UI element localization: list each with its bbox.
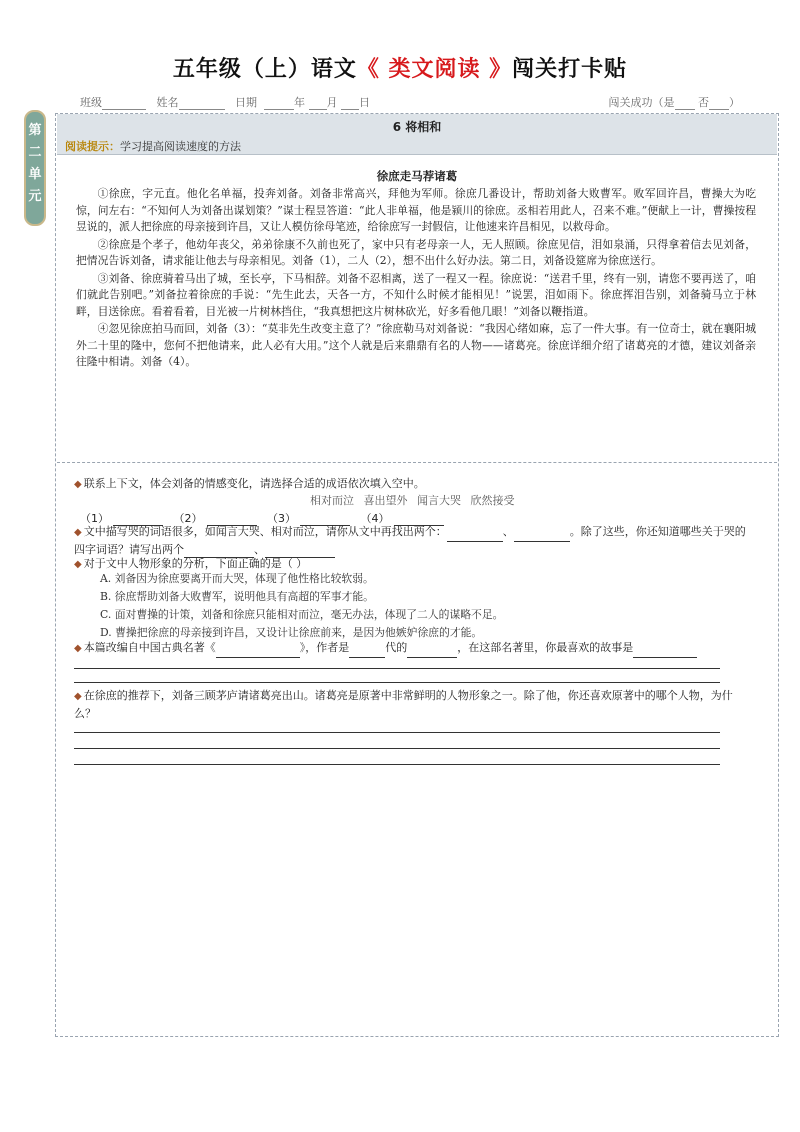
diamond-bullet-icon: ◆ bbox=[74, 643, 82, 654]
diamond-bullet-icon: ◆ bbox=[74, 527, 82, 538]
title-highlight: 《 类文阅读 》 bbox=[356, 57, 513, 82]
answer-line[interactable] bbox=[74, 732, 720, 733]
q5-text: 在徐庶的推荐下，刘备三顾茅庐请诸葛亮出山。诸葛亮是原著中非常鲜明的人物形象之一。除了他，你还喜欢原著中的哪个人物，为什么？ bbox=[74, 689, 733, 720]
q2-sep: 、 bbox=[502, 525, 514, 538]
option-d[interactable]: D. 曹操把徐庶的母亲接到许昌，又设计让徐庶前来，是因为他嫉妒徐庶的才能。 bbox=[100, 626, 483, 639]
no-field[interactable] bbox=[709, 97, 729, 110]
unit-badge: 第二单元 bbox=[24, 110, 46, 226]
q2-blank-2[interactable] bbox=[514, 529, 570, 542]
q4-b: 》，作者是 bbox=[299, 641, 350, 654]
q4-book-blank[interactable] bbox=[216, 645, 300, 658]
day-label: 日 bbox=[359, 96, 370, 109]
question-5 bbox=[74, 688, 754, 722]
q4-a: 本篇改编自中国古典名著《 bbox=[83, 641, 216, 654]
passage-paragraph: ④忽见徐庶拍马而回，刘备（3）：“莫非先生改变主意了？”徐庶勒马对刘备说：“我因心绪如麻，忘了一件大事。有一位奇士，就在襄阳城外二十里的隆中，您何不把他请来，此人必有大用。”这个人就是后来鼎鼎有名的人物——诸葛亮。徐庶详细介绍了诸葛亮的才德，建议刘备亲往隆中相请。刘备（4）。 bbox=[76, 322, 756, 368]
q4-c: 代的 bbox=[385, 641, 408, 654]
class-label: 班级 bbox=[80, 96, 102, 109]
passage-paragraph: ②徐庶是个孝子，他幼年丧父，弟弟徐康不久前也死了，家中只有老母亲一人，无人照顾。徐庶见信，泪如泉涌，只得拿着信去见刘备，把情况告诉刘备，请求能让他去与母亲相见。刘备（1），二人（2），想不出什么好办法。第二日，刘备设筵席为徐庶送行。 bbox=[76, 237, 756, 267]
tip-label: 阅读提示： bbox=[65, 140, 120, 153]
option-b[interactable]: B. 徐庶帮助刘备大败曹军，说明他具有高超的军事才能。 bbox=[100, 590, 374, 603]
class-field[interactable] bbox=[102, 97, 146, 110]
q4-d: ，在这部名著里，你最喜欢的故事是 bbox=[457, 641, 634, 654]
q4-story-blank[interactable] bbox=[633, 645, 697, 658]
answer-line[interactable] bbox=[74, 748, 720, 749]
name-label: 姓名 bbox=[156, 96, 179, 109]
no-label: 否 bbox=[698, 96, 709, 109]
q3-options bbox=[100, 570, 503, 642]
diamond-bullet-icon: ◆ bbox=[74, 691, 82, 702]
lesson-header bbox=[57, 114, 777, 155]
q2-text-b: 。除了这些，你还知道哪些关于哭的四字词语？请写出两个 bbox=[74, 525, 746, 556]
option-a[interactable]: A. 刘备因为徐庶要离开而大哭，体现了他性格比较软弱。 bbox=[100, 572, 374, 585]
reading-tip bbox=[65, 138, 241, 154]
diamond-bullet-icon: ◆ bbox=[74, 479, 82, 490]
month-label: 月 bbox=[326, 96, 338, 109]
passage-paragraph: ①徐庶，字元直。他化名单福，投奔刘备。刘备非常高兴，拜他为军师。徐庶几番设计，帮助刘备大败曹军。败军回许昌，曹操大为吃惊，问左右：“不知何人为刘备出谋划策？”谋士程昱答道：“此人非单福，他是颍川的徐庶。丞相若用此人，召来不难。”便献上一计，曹操按程昱说的，派人把徐庶的母亲接到许昌，又让人模仿徐母笔迹，给徐庶写一封假信，让他速来许昌相见，以救母命。 bbox=[76, 187, 756, 233]
title-suffix: 闯关打卡贴 bbox=[512, 57, 628, 82]
tip-text: 学习提高阅读速度的方法 bbox=[120, 140, 241, 153]
q4-author-blank[interactable] bbox=[407, 645, 457, 658]
question-4 bbox=[74, 640, 754, 658]
blank-label: （3） bbox=[267, 512, 296, 525]
q1-text: 联系上下文，体会刘备的情感变化，请选择合适的成语依次填入空中。 bbox=[83, 477, 425, 490]
year-label: 年 bbox=[294, 96, 305, 109]
student-info-row bbox=[80, 94, 740, 110]
q4-era-blank[interactable] bbox=[349, 645, 385, 658]
month-field[interactable] bbox=[309, 97, 327, 110]
diamond-bullet-icon: ◆ bbox=[74, 559, 82, 570]
title-prefix: 五年级（上）语文 bbox=[172, 57, 357, 82]
page-title bbox=[0, 52, 800, 83]
section-divider bbox=[57, 462, 777, 463]
passage-title: 徐庶走马荐诸葛 bbox=[376, 169, 458, 183]
blank-label: （4） bbox=[360, 512, 390, 525]
close-paren: ） bbox=[729, 96, 740, 109]
answer-line[interactable] bbox=[74, 682, 720, 683]
day-field[interactable] bbox=[341, 97, 359, 110]
q2-sep2: 、 bbox=[254, 542, 265, 556]
q3-text: 对于文中人物形象的分析，下面正确的是（ ） bbox=[83, 557, 308, 570]
blank-label: （1） bbox=[80, 512, 109, 525]
blank-label: （2） bbox=[173, 512, 203, 525]
idiom-bank: 相对而泣 喜出望外 闻言大哭 欣然接受 bbox=[310, 494, 515, 507]
passage-body bbox=[76, 186, 756, 372]
q2-text-a: 文中描写哭的词语很多，如闻言大哭、相对而泣，请你从文中再找出两个： bbox=[83, 525, 447, 538]
passage-paragraph: ③刘备、徐庶骑着马出了城，至长亭，下马相辞。刘备不忍相离，送了一程又一程。徐庶说：“送君千里，终有一别，请您不要再送了，咱们就此告别吧。”刘备拉着徐庶的手说：“先生此去，天各一方，不知什么时候才能相见！”说罢，泪如雨下。徐庶挥泪告别，刘备骑马立于林畔，目送徐庶。看着看着，目光被一片树林挡住，“我真想把这片树林砍光，好多看他几眼！”刘备以鞭指道。 bbox=[76, 271, 756, 318]
option-c[interactable]: C. 面对曹操的计策，刘备和徐庶只能相对而泣，毫无办法，体现了二人的谋略不足。 bbox=[100, 608, 504, 621]
date-label: 日期 bbox=[235, 96, 257, 109]
answer-line[interactable] bbox=[74, 668, 720, 669]
answer-line[interactable] bbox=[74, 764, 720, 765]
year-field[interactable] bbox=[264, 97, 294, 110]
name-field[interactable] bbox=[179, 97, 225, 110]
question-2 bbox=[74, 524, 754, 558]
question-1 bbox=[74, 476, 754, 494]
yes-field[interactable] bbox=[675, 97, 695, 110]
success-label: 闯关成功（是 bbox=[608, 96, 675, 109]
lesson-title: 6 将相和 bbox=[392, 120, 442, 134]
q2-blank-1[interactable] bbox=[447, 529, 503, 542]
